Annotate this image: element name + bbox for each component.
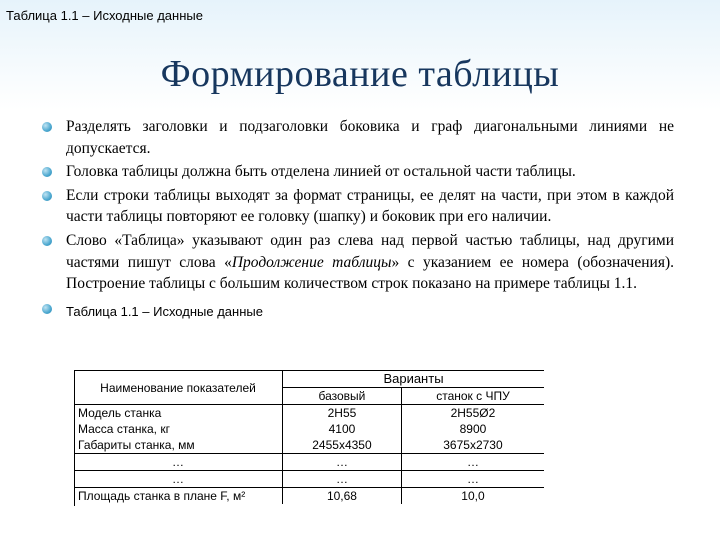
table-left-border <box>74 370 75 506</box>
table-caption-item <box>42 301 674 323</box>
row-value-cell: … <box>283 471 402 488</box>
row-value-cell: … <box>401 454 544 471</box>
row-value-cell: 10,0 <box>401 488 544 505</box>
corner-caption: Таблица 1.1 – Исходные данные <box>6 8 203 23</box>
row-value-cell: 2Н55 <box>327 406 357 420</box>
bullet-list <box>42 116 674 324</box>
bullet-text-italic: Продолжение таблицы <box>231 253 392 271</box>
row-value-cell: … <box>401 471 544 488</box>
bullet-text-part: Слово «Таблица» указывают один раз слева над первой частью таблицы, над другими частями пишут слова « <box>66 231 674 271</box>
table-row <box>74 437 544 454</box>
row-value-cell: 2455х4350 <box>283 437 402 454</box>
table-row <box>74 405 544 422</box>
bullet-item <box>42 230 674 295</box>
bullet-item <box>42 161 674 183</box>
table-row <box>74 454 544 471</box>
table-header-row <box>74 371 544 388</box>
row-value-cell: 8900 <box>401 421 544 437</box>
row-name-cell: … <box>74 454 283 471</box>
subheader-cell: станок с ЧПУ <box>401 388 544 405</box>
row-value-cell: 2Н55Ø2 <box>401 405 544 422</box>
slide-title: Формирование таблицы <box>160 53 560 95</box>
table-row <box>74 471 544 488</box>
bullet-dot-icon <box>42 122 52 132</box>
row-name-cell: Габариты станка, мм <box>74 437 283 454</box>
bullet-text-part: » с указанием ее номера (обозначения). Построение таблицы с большим количеством строк показано на примере таблицы 1.1. <box>66 253 674 293</box>
bullet-dot-icon <box>42 167 52 177</box>
row-name-cell: Площадь станка в плане F, м² <box>74 488 283 505</box>
row-value-cell: … <box>283 454 402 471</box>
row-name-cell: … <box>74 471 283 488</box>
bullet-text: Головка таблицы должна быть отделена линией от остальной части таблицы. <box>66 163 576 181</box>
table-caption: Таблица 1.1 – Исходные данные <box>66 303 263 319</box>
row-value-cell: 3675х2730 <box>401 437 544 454</box>
bullet-dot-icon <box>42 191 52 201</box>
bullet-item <box>42 185 674 228</box>
row-value-cell: 4100 <box>328 422 356 436</box>
bullet-text: Разделять заголовки и подзаголовки боковика и граф диагональными линиями не допускается. <box>66 118 674 157</box>
header-group-cell: Варианты <box>283 371 545 388</box>
header-name-cell: Наименование показателей <box>74 371 283 405</box>
row-value-cell: 10,68 <box>326 489 357 503</box>
bullet-text: Если строки таблицы выходят за формат страницы, ее делят на части, при этом в каждой части таблицы повторяют ее головку (шапку) и боковик при его наличии. <box>66 186 674 226</box>
row-name-cell: Модель станка <box>74 405 283 422</box>
source-data-table <box>74 370 544 504</box>
row-name-cell: Масса станка, кг <box>74 421 283 437</box>
bullet-dot-icon <box>42 304 52 314</box>
table-row <box>74 488 544 505</box>
table-row <box>74 421 544 437</box>
bullet-dot-icon <box>42 236 52 246</box>
bullet-item <box>42 116 674 159</box>
subheader-cell: базовый <box>283 388 402 405</box>
